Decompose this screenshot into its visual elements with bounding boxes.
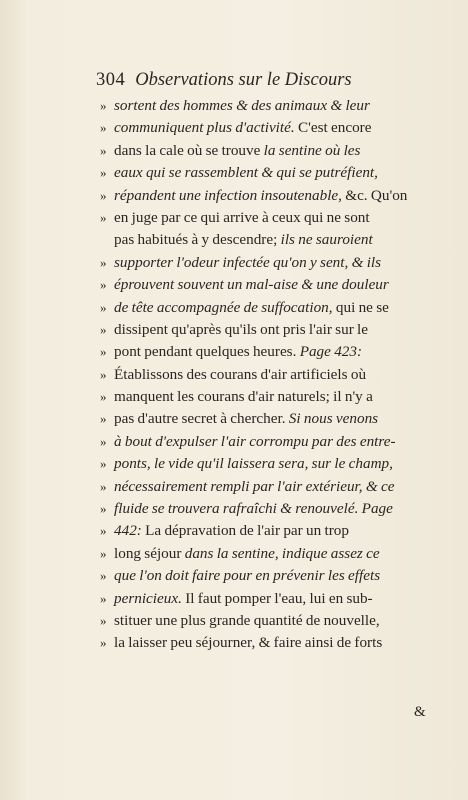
italic-run: communiquent plus d'activité.	[114, 119, 295, 137]
italic-run: nécessairement rempli par l'air extérieur, & ce	[114, 477, 395, 495]
quote-mark: »	[100, 142, 107, 158]
quote-mark: »	[100, 366, 107, 382]
quote-mark: »	[100, 568, 107, 584]
italic-run: sortent des hommes & des animaux & leur	[114, 97, 370, 114]
running-title: Observations sur le Discours	[135, 70, 352, 90]
quote-mark: »	[100, 478, 107, 494]
text-line	[100, 95, 445, 117]
quote-mark: »	[100, 523, 107, 539]
running-header	[96, 70, 352, 92]
quote-mark: »	[100, 590, 107, 606]
text-line	[100, 140, 445, 162]
italic-run: Page 423:	[299, 343, 363, 361]
quote-mark: »	[100, 120, 107, 136]
text-run: dans la cale où se trouve	[114, 141, 264, 159]
quote-mark: »	[100, 187, 107, 203]
italic-run: supporter l'odeur infectée qu'on y sent, & ils	[114, 253, 382, 271]
quote-mark: »	[100, 321, 107, 337]
text-run: pas habitués à y descendre;	[114, 231, 281, 249]
text-line	[100, 274, 445, 296]
quote-mark: »	[100, 389, 107, 405]
italic-run: la sentine où les	[263, 141, 361, 159]
text-line	[100, 476, 445, 498]
text-line	[100, 185, 445, 207]
text-line	[100, 386, 445, 408]
italic-run: pernicieux.	[114, 589, 182, 607]
quote-mark: »	[100, 635, 107, 651]
text-run: dissipent qu'après qu'ils ont pris l'air sur le	[114, 320, 369, 338]
text-line	[100, 453, 445, 475]
italic-run: ponts, le vide qu'il laissera sera, sur le champ,	[114, 455, 393, 473]
text-line	[100, 588, 445, 610]
text-run: &c. Qu'on	[341, 186, 408, 204]
quote-mark: »	[100, 209, 107, 225]
italic-run: de tête accompagnée de suffocation,	[114, 298, 333, 316]
text-line	[100, 431, 445, 453]
text-run: C'est encore	[294, 119, 372, 137]
quote-mark: »	[100, 501, 107, 517]
text-line	[100, 498, 445, 520]
italic-run: à bout d'expulser l'air corrompu par des entre-	[114, 432, 396, 450]
text-line	[100, 252, 445, 274]
quote-mark: »	[100, 165, 107, 181]
text-line	[100, 610, 445, 632]
text-line	[100, 117, 445, 139]
text-run: manquent les courans d'air naturels; il n'y a	[114, 388, 373, 406]
text-run: La dépravation de l'air par un trop	[141, 522, 349, 540]
text-line	[100, 229, 445, 251]
text-run: Il faut pomper l'eau, lui en sub-	[181, 589, 373, 607]
page-number: 304	[96, 70, 126, 90]
quote-mark: »	[100, 545, 107, 561]
quote-mark: »	[100, 411, 107, 427]
quote-mark: »	[100, 277, 107, 293]
italic-run: répandent une infection insoutenable,	[114, 186, 342, 204]
italic-run: Si nous venons	[288, 410, 379, 428]
quote-mark: »	[100, 254, 107, 270]
text-run: long séjour	[114, 544, 185, 562]
italic-run: ils ne sauroient	[280, 231, 373, 249]
quote-mark: »	[100, 612, 107, 628]
italic-run: eaux qui se rassemblent & qui se putréfient,	[114, 164, 378, 182]
text-line	[100, 543, 445, 565]
text-line	[100, 632, 445, 654]
italic-run: éprouvent souvent un mal-aise & une douleur	[114, 276, 389, 294]
text-line	[100, 565, 445, 587]
quote-mark: »	[100, 344, 107, 360]
text-run: qui ne se	[332, 298, 389, 316]
text-run: stituer une plus grande quantité de nouvelle,	[114, 611, 380, 629]
italic-run: dans la sentine, indique assez ce	[184, 544, 380, 562]
text-line	[100, 341, 445, 363]
text-line	[100, 162, 445, 184]
quote-mark: »	[100, 98, 107, 113]
quote-mark: »	[100, 456, 107, 472]
italic-run: que l'on doit faire pour en prévenir les effets	[114, 567, 381, 585]
text-line	[100, 297, 445, 319]
text-run: pont pendant quelques heures.	[114, 343, 300, 361]
text-line	[100, 319, 445, 341]
text-line	[100, 520, 445, 542]
text-run: Établissons des courans d'air artificiels où	[114, 365, 367, 383]
text-run: la laisser peu séjourner, & faire ainsi de forts	[114, 634, 383, 652]
text-run: en juge par ce qui arrive à ceux qui ne sont	[114, 208, 370, 226]
text-line	[100, 364, 445, 386]
body-text	[100, 95, 445, 655]
quote-mark: »	[100, 299, 107, 315]
catchword: &	[414, 704, 426, 720]
quote-mark: »	[100, 433, 107, 449]
text-line	[100, 408, 445, 430]
italic-run: fluide se trouvera rafraîchi & renouvelé. Page	[114, 500, 393, 518]
text-run: pas d'autre secret à chercher.	[114, 410, 289, 428]
italic-run: 442:	[114, 522, 142, 540]
text-line	[100, 207, 445, 229]
